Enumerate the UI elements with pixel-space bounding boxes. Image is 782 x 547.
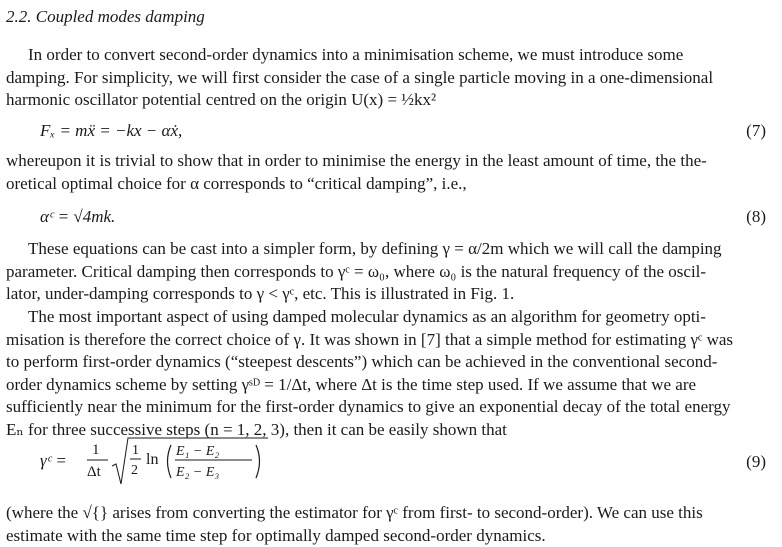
right-paren-icon (256, 445, 260, 478)
eq9-ln: ln (146, 451, 159, 468)
paragraph-critical (6, 150, 766, 195)
equation-number: (9) (746, 452, 766, 471)
eq9-one: 1 (92, 442, 100, 458)
eq9-num: E₁ − E₂ (176, 444, 220, 459)
equation-8 (40, 204, 766, 230)
paragraph-estimate (6, 306, 766, 442)
paragraph-closing (6, 502, 766, 547)
text-line: parameter. Critical damping then corresponds to γᶜ = ω₀, where ω₀ is the natural frequency of the oscil- (6, 261, 707, 281)
equation-9 (40, 432, 766, 492)
paragraph-intro (6, 44, 766, 112)
text-line: oretical optimal choice for α corresponds to “critical damping”, i.e., (6, 173, 467, 193)
eq9-lhs: γᶜ = (40, 451, 67, 470)
eq9-dt: Δt (87, 464, 101, 480)
section-heading: 2.2. Coupled modes damping (6, 7, 205, 26)
paper-page (6, 0, 766, 546)
eq9-den: E₂ − E₃ (176, 465, 220, 480)
eq9-half-num: 1 (132, 443, 139, 458)
text-line: damping. For simplicity, we will first consider the case of a single particle moving in a one-dimensional (6, 67, 714, 87)
text-line: misation is therefore the correct choice of γ. It was shown in [7] that a simple method for estimating γᶜ was (6, 329, 734, 349)
equation-body: αᶜ = √4mk. (40, 207, 116, 226)
equation-body: Fₓ = mẍ = −kx − αẋ, (40, 121, 183, 140)
equation-9-graphic (40, 432, 300, 492)
text-line: Eₙ for three successive steps (n = 1, 2, 3), then it can be easily shown that (6, 419, 507, 439)
text-line: The most important aspect of using damped molecular dynamics as an algorithm for geometry opti- (28, 307, 706, 326)
text-line: These equations can be cast into a simpler form, by defining γ = α/2m which we will call the damping (28, 239, 722, 258)
text-line: (where the √{} arises from converting the estimator for γᶜ from first- to second-order). We can use this (6, 503, 703, 522)
text-line: whereupon it is trivial to show that in order to minimise the energy in the least amount of time, the the- (6, 151, 707, 170)
left-paren-icon (168, 445, 172, 478)
paragraph-gamma (6, 238, 766, 306)
equation-7 (40, 118, 766, 144)
text-line: lator, under-damping corresponds to γ < γᶜ, etc. This is illustrated in Fig. 1. (6, 284, 515, 304)
text-line: order dynamics scheme by setting γˢᴰ = 1/Δt, where Δt is the time step used. If we assume that we are (6, 374, 697, 394)
text-line: In order to convert second-order dynamics into a minimisation scheme, we must introduce some (28, 45, 684, 64)
text-line: harmonic oscillator potential centred on the origin U(x) = ½kx² (6, 90, 437, 110)
text-line: estimate with the same time step for optimally damped second-order dynamics. (6, 525, 546, 545)
equation-number: (7) (746, 121, 766, 140)
text-line: to perform first-order dynamics (“steepest descents”) which can be achieved in the conventional second- (6, 352, 718, 372)
equation-number: (8) (746, 207, 766, 226)
text-line: sufficiently near the minimum for the first-order dynamics to give an exponential decay of the total energy (6, 397, 731, 417)
eq9-half-den: 2 (131, 463, 138, 478)
